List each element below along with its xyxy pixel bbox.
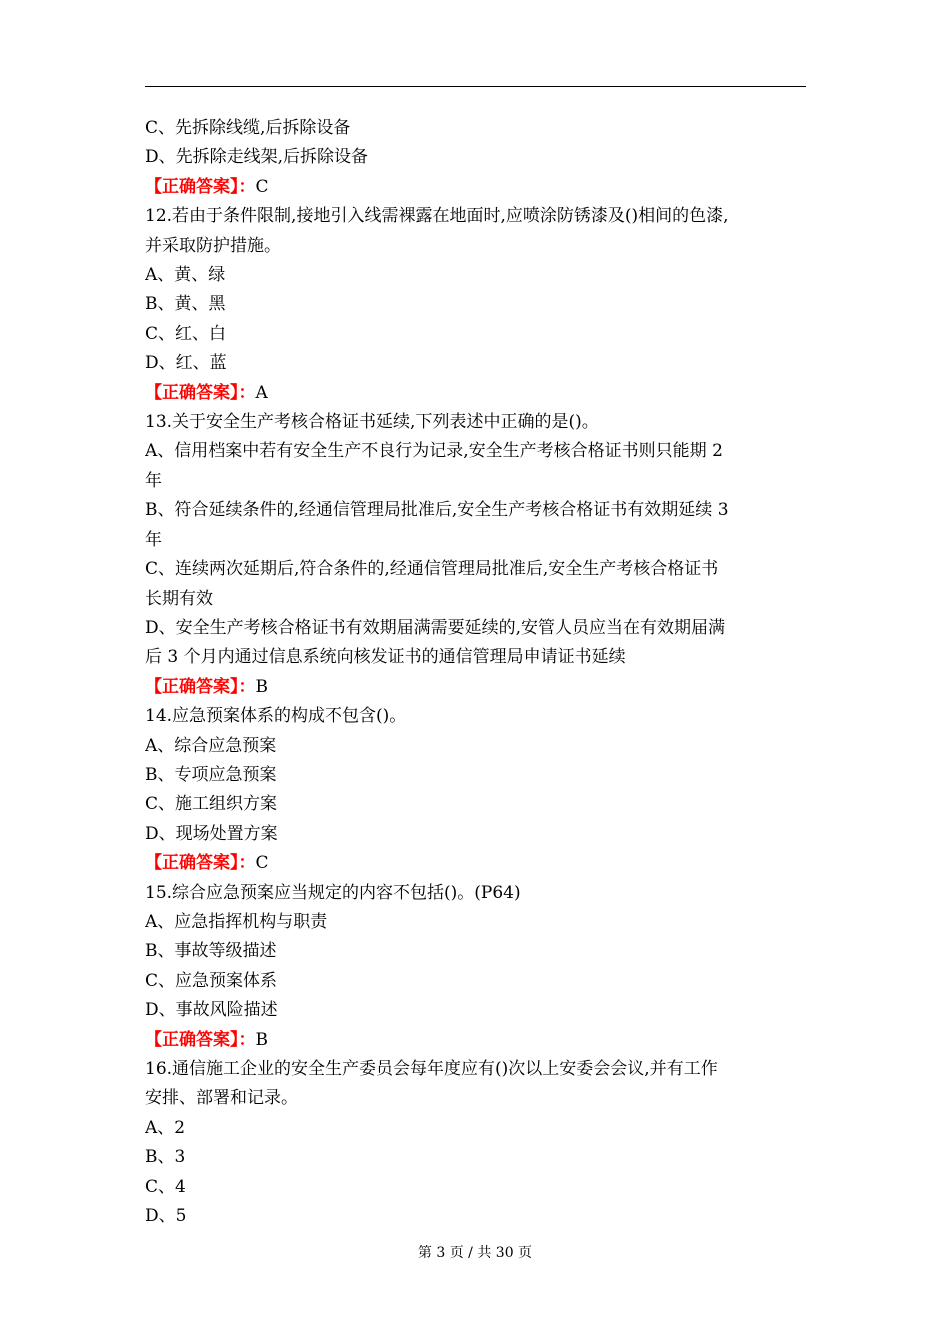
text-line: A、2 (145, 1117, 186, 1138)
correct-answer-line (145, 379, 810, 408)
correct-answer-line (145, 849, 810, 878)
text-line: 年 (145, 529, 162, 550)
text-line: B、3 (145, 1147, 186, 1168)
text-line: D、5 (145, 1206, 187, 1227)
page-footer: 第 3 页 / 共 30 页 (417, 1245, 533, 1261)
text-line: 13.关于安全生产考核合格证书延续,下列表述中正确的是()。 (145, 412, 599, 433)
correct-answer-line (145, 173, 810, 202)
correct-answer-value: A (255, 382, 268, 403)
text-line: D、先拆除走线架,后拆除设备 (145, 147, 369, 168)
correct-answer-value: B (255, 676, 268, 697)
correct-answer-line (145, 1026, 810, 1055)
text-line: 并采取防护措施。 (145, 235, 281, 256)
text-line: C、先拆除线缆,后拆除设备 (145, 118, 351, 138)
correct-answer-label: 【正确答案】： (145, 176, 256, 197)
correct-answer-label: 【正确答案】： (145, 382, 256, 403)
text-line: A、应急指挥机构与职责 (145, 911, 328, 932)
text-line: C、连续两次延期后,符合条件的,经通信管理局批准后,安全生产考核合格证书 (145, 559, 719, 580)
text-line: 长期有效 (145, 588, 213, 609)
correct-answer-value: C (255, 176, 269, 197)
text-line: B、事故等级描述 (145, 941, 277, 962)
text-line: D、事故风险描述 (145, 1000, 278, 1021)
correct-answer-value: B (255, 1029, 268, 1050)
text-line: 16.通信施工企业的安全生产委员会每年度应有()次以上安委会会议,并有工作 (145, 1059, 718, 1079)
text-line: B、符合延续条件的,经通信管理局批准后,安全生产考核合格证书有效期延续 3 (145, 500, 729, 521)
text-line: D、红、蓝 (145, 353, 227, 374)
text-line: C、应急预案体系 (145, 970, 278, 991)
text-line: D、安全生产考核合格证书有效期届满需要延续的,安管人员应当在有效期届满 (145, 617, 726, 638)
header-rule (145, 86, 806, 87)
correct-answer-label: 【正确答案】： (145, 1029, 256, 1050)
correct-answer-value: C (255, 853, 269, 874)
text-line: 年 (145, 470, 162, 491)
text-line: A、黄、绿 (145, 265, 226, 286)
text-line: B、专项应急预案 (145, 764, 277, 785)
text-line: 安排、部署和记录。 (145, 1088, 298, 1109)
text-line: B、黄、黑 (145, 294, 226, 315)
text-line: 后 3 个月内通过信息系统向核发证书的通信管理局申请证书延续 (145, 647, 626, 668)
text-line: 14.应急预案体系的构成不包含()。 (145, 706, 407, 727)
text-line: 12.若由于条件限制,接地引入线需裸露在地面时,应喷涂防锈漆及()相间的色漆, (145, 206, 729, 227)
text-line: C、4 (145, 1176, 186, 1197)
document-body (145, 114, 810, 1231)
correct-answer-label: 【正确答案】： (145, 853, 256, 874)
text-line: A、综合应急预案 (145, 735, 277, 756)
text-line: C、施工组织方案 (145, 794, 278, 815)
text-line: C、红、白 (145, 323, 227, 344)
correct-answer-label: 【正确答案】： (145, 676, 256, 697)
text-line: 15.综合应急预案应当规定的内容不包括()。(P64) (145, 882, 521, 903)
text-line: A、信用档案中若有安全生产不良行为记录,安全生产考核合格证书则只能期 2 (145, 441, 723, 462)
text-line: D、现场处置方案 (145, 823, 278, 844)
correct-answer-line (145, 673, 810, 702)
